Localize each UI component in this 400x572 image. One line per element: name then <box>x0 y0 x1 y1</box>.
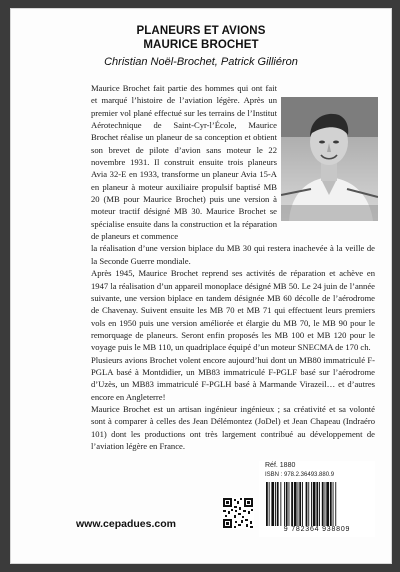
barcode-digits: 9 782364 938809 <box>283 526 351 533</box>
paragraph-1: Maurice Brochet fait partie des hommes qui ont fait et marqué l’histoire de l’aviation légère. Après un premier vol plané effectué sur les terrains de l’Institut Aérotechnique de Saint-Cyr-l’École, Maurice Brochet réalise un planeur de sa conception et obtient son brevet de pilote d’avion sans moteur le 22 novembre 1931. Il construit ensuite trois planeurs Avia 32-E en 1933, transforme un planeur Avia 15-A en planeur à moteur auxiliaire propulsif baptisé MB 20 (MB pour Maurice Brochet) puis une version à moteur tractif désigné MB 30. Maurice Brochet se spécialise ensuite dans la construction et la réparation de planeurs et commence <box>91 83 277 242</box>
publisher-website: www.cepadues.com <box>76 518 176 530</box>
paragraph-4: Maurice Brochet est un artisan ingénieur ingénieux ; sa créativité et sa volonté sont à comparer à celles des Jean Délémontez (JoDel) et Jean Chapeau (Indraéro 101) dont les productions ont très largement contribué au développement de l’aviation légère en France. <box>91 403 375 451</box>
book-title-line1: PLANEURS ET AVIONS <box>136 25 266 37</box>
cover-header <box>10 24 392 69</box>
reference-number: Réf. 1880 <box>265 462 296 469</box>
book-authors: Christian Noël-Brochet, Patrick Gilliéron <box>104 56 298 68</box>
isbn-number: ISBN : 978.2.36493.880.9 <box>265 472 335 478</box>
paragraph-3: Plusieurs avions Brochet volent encore aujourd’hui dont un MB80 immatriculé F-PGLA basé à Montdidier, un MB83 immatriculé F-PGLF basé sur l’aérodrome d’Uzès, un MB83 immatriculé F-PGLH basé à Marmande Virazeil… et d’autres encore en Angleterre! <box>91 354 375 402</box>
barcode-icon <box>265 482 365 526</box>
book-title-line2: MAURICE BROCHET <box>143 39 259 51</box>
qr-code-icon <box>222 497 254 529</box>
description-text <box>91 82 375 452</box>
paragraph-2: Après 1945, Maurice Brochet reprend ses activités de réparation et achève en 1947 la réalisation d’un appareil monoplace désigné MB 50. Le 24 juin de l’année suivante, une version biplace en tandem désignée MB 60 décolle de l’aérodrome de Chavenay. Suivent ensuite les MB 70 et MB 71 qui effectuent leurs premiers vols en 1950 puis une version améliorée et élargie du MB 70, le MB 90 pour le remorquage de planeurs. Seront enfin proposés les MB 100 et MB 120 pour le voyage puis le MB 110, un quadriplace équipé d’un moteur SNECMA de 170 ch. <box>91 268 375 353</box>
paragraph-1-continued: la réalisation d’une version biplace du MB 30 qui restera inachevée à la veille de la Seconde Guerre mondiale. <box>91 243 375 266</box>
